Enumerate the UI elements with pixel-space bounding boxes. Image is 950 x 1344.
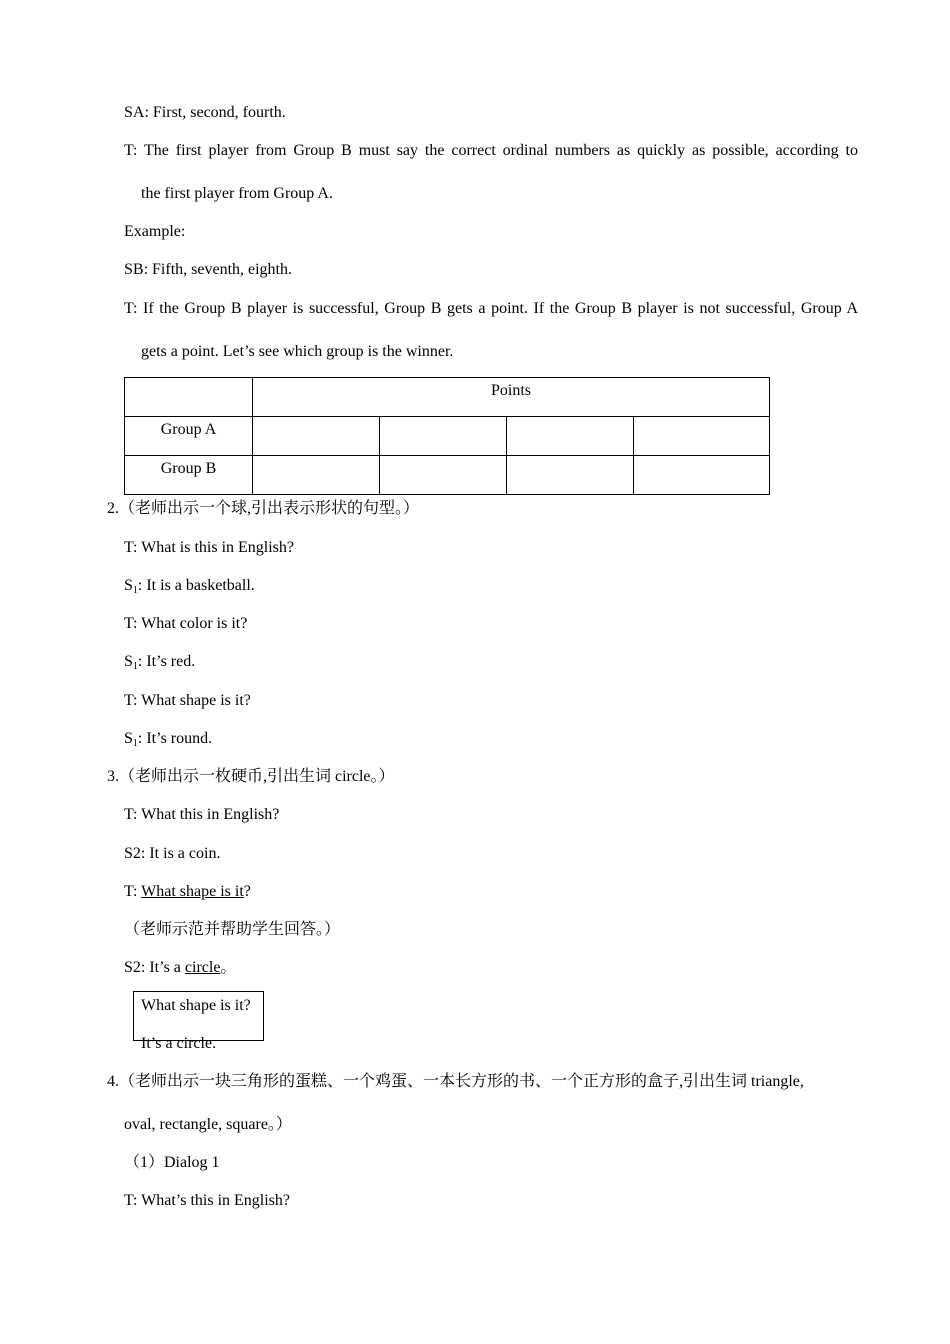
step3-line-4: （老师示范并帮助学生回答。）: [124, 921, 341, 938]
step3-line-2: S2: It is a coin.: [124, 845, 221, 862]
table-row: [125, 456, 770, 495]
step2-line-5: T: What shape is it?: [124, 692, 251, 709]
step2-heading: 2.（老师出示一个球,引出表示形状的句型。）: [107, 500, 420, 517]
step2-line-3: T: What color is it?: [124, 615, 248, 632]
step3-line-1: T: What this in English?: [124, 806, 280, 823]
line-sa-first: SA: First, second, fourth.: [124, 104, 286, 121]
table-header-points: Points: [253, 378, 770, 417]
table-cell: [507, 417, 634, 456]
table-cell: [634, 456, 770, 495]
table-cell: [380, 417, 507, 456]
step3-line-5: S2: It’s a circle。: [124, 959, 237, 976]
line-example: Example:: [124, 223, 186, 240]
box-answer: It’s a circle.: [141, 1035, 217, 1052]
line-t-success-1: T: If the Group B player is successful, Group B gets a point. If the Group B player is not successful, Group A: [124, 300, 858, 317]
table-cell: [253, 456, 380, 495]
step4-line-1: T: What’s this in English?: [124, 1192, 291, 1209]
step2-line-4: $S_1$: It’s red.: [124, 653, 196, 672]
table-cell: [634, 417, 770, 456]
line-t-success-2: gets a point. Let’s see which group is the winner.: [141, 343, 454, 360]
step2-line-2: $S_1$: It is a basketball.: [124, 577, 255, 596]
line-sb-fifth: SB: Fifth, seventh, eighth.: [124, 261, 292, 278]
table-cell: [380, 456, 507, 495]
step4-heading: 4.（老师出示一块三角形的蛋糕、一个鸡蛋、一本长方形的书、一个正方形的盒子,引出生词 triangle,: [107, 1073, 804, 1090]
step4-dialog-label: （1）Dialog 1: [124, 1154, 220, 1171]
step2-line-1: T: What is this in English?: [124, 539, 295, 556]
table-cell: [507, 456, 634, 495]
table-row: [125, 417, 770, 456]
box-question: What shape is it?: [141, 997, 251, 1014]
table-row-label-group-b: Group B: [125, 456, 253, 495]
points-table: [124, 377, 770, 495]
step3-heading: 3.（老师出示一枚硬币,引出生词 circle。）: [107, 768, 395, 785]
step3-line-3: T: What shape is it?: [124, 883, 251, 900]
step2-line-6: $S_1$: It’s round.: [124, 730, 213, 749]
step4-heading-cont: oval, rectangle, square。）: [124, 1116, 292, 1133]
table-cell: [253, 417, 380, 456]
table-corner-cell: [125, 378, 253, 417]
line-t-group-b-1: T: The first player from Group B must say the correct ordinal numbers as quickly as possible, according to: [124, 142, 858, 159]
line-t-group-b-2: the first player from Group A.: [141, 185, 333, 202]
table-row-label-group-a: Group A: [125, 417, 253, 456]
